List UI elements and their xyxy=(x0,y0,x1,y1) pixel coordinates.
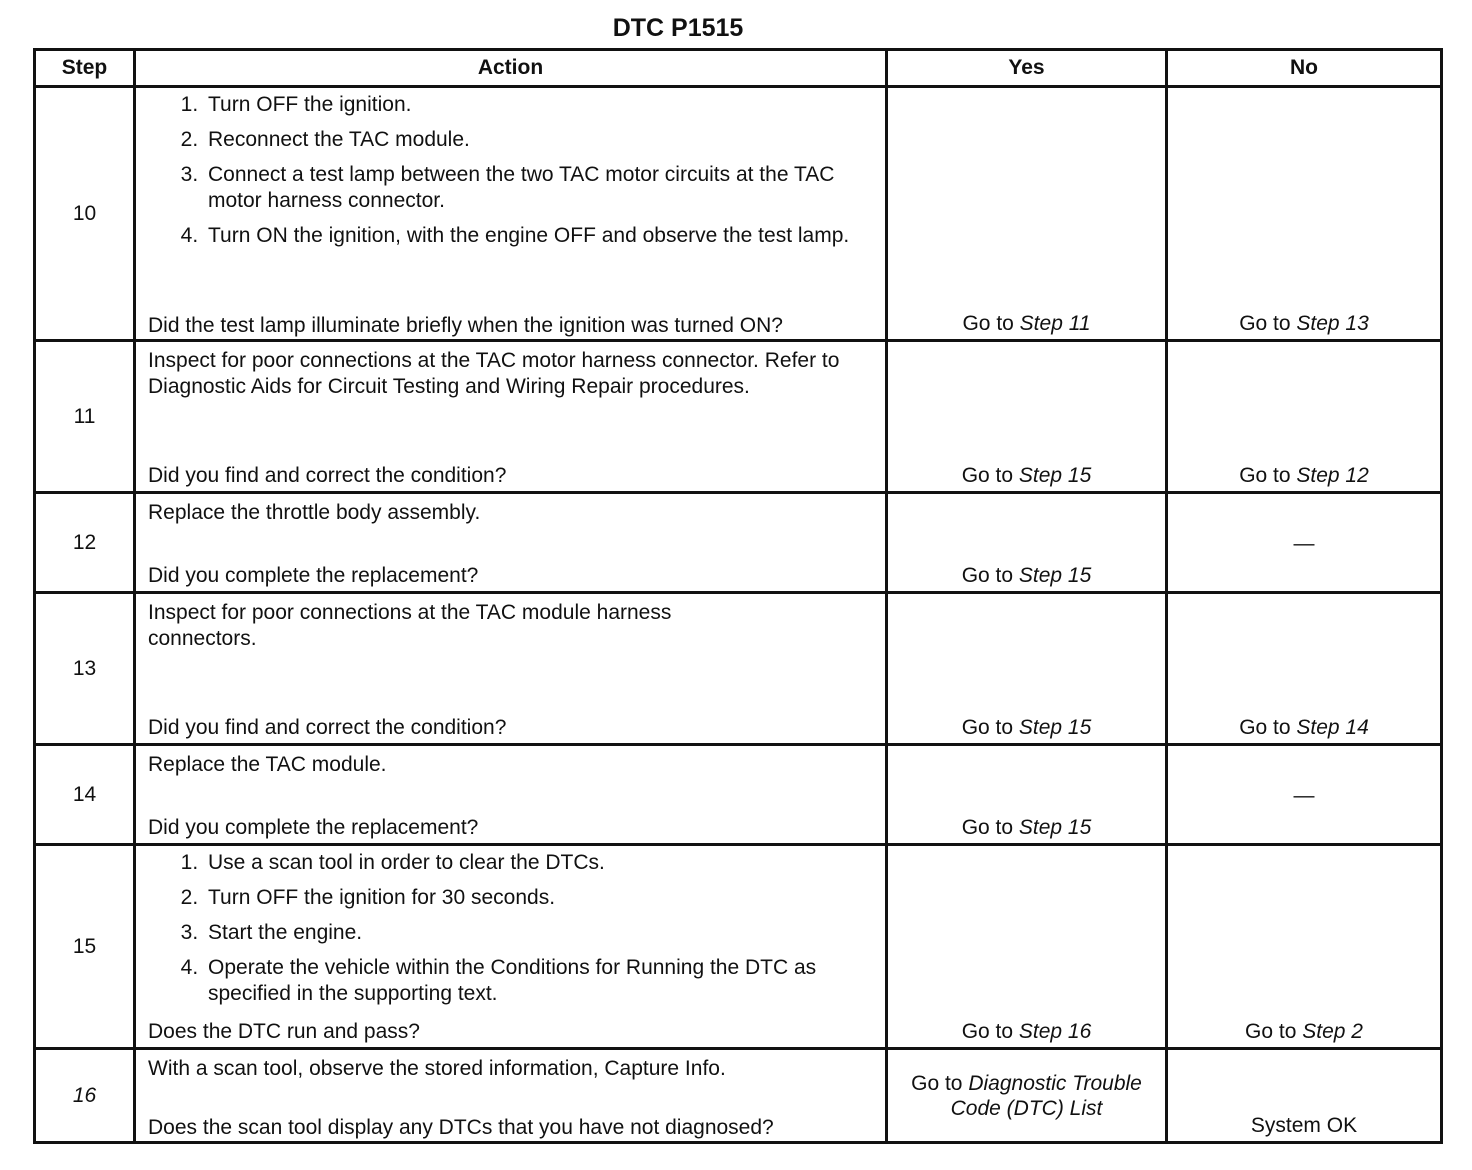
step-number: 16 xyxy=(35,1049,135,1143)
step-number: 10 xyxy=(35,87,135,341)
list-item: 4. Turn ON the ignition, with the engine OFF and observe the test lamp. xyxy=(204,223,875,249)
list-item: 1. Use a scan tool in order to clear the DTCs. xyxy=(204,850,875,876)
action-text: Replace the throttle body assembly. xyxy=(148,501,481,524)
no-cell xyxy=(1167,341,1442,493)
no-cell xyxy=(1167,845,1442,1049)
yes-cell xyxy=(887,845,1167,1049)
yes-cell xyxy=(887,745,1167,845)
yes-step-link: Step 11 xyxy=(1019,312,1091,335)
yes-prefix: Go to xyxy=(911,1071,969,1095)
action-cell xyxy=(135,341,887,493)
step-number: 12 xyxy=(35,493,135,593)
no-step-link: Step 2 xyxy=(1302,1020,1363,1043)
yes-prefix: Go to xyxy=(961,716,1019,739)
table-row xyxy=(35,845,1442,1049)
action-cell xyxy=(135,845,887,1049)
no-dash: — xyxy=(1293,531,1315,555)
no-prefix: Go to xyxy=(1245,1020,1303,1043)
question-text: Did you find and correct the condition? xyxy=(148,464,507,487)
yes-dtc-list-link: Diagnostic Trouble Code (DTC) List xyxy=(950,1071,1142,1120)
no-cell xyxy=(1167,593,1442,745)
header-row xyxy=(35,50,1442,87)
yes-header: Yes xyxy=(887,50,1167,87)
yes-cell xyxy=(887,87,1167,341)
question-text: Did you complete the replacement? xyxy=(148,816,479,839)
yes-step-link: Step 15 xyxy=(1018,816,1092,839)
no-step-link: Step 14 xyxy=(1296,716,1369,739)
no-cell xyxy=(1167,745,1442,845)
yes-step-link: Step 15 xyxy=(1018,564,1092,587)
action-cell xyxy=(135,87,887,341)
no-prefix: Go to xyxy=(1239,716,1297,739)
table-row xyxy=(35,87,1442,341)
question-text: Did you complete the replacement? xyxy=(148,564,479,587)
no-cell xyxy=(1167,87,1442,341)
no-dash: — xyxy=(1293,783,1315,807)
action-text: Replace the TAC module. xyxy=(148,753,387,776)
table-row xyxy=(35,493,1442,593)
dtc-table xyxy=(33,48,1443,1144)
list-item: 3. Start the engine. xyxy=(204,920,875,946)
question-text: Did you find and correct the condition? xyxy=(148,716,507,739)
yes-step-link: Step 15 xyxy=(1018,464,1092,487)
yes-cell xyxy=(887,341,1167,493)
no-cell xyxy=(1167,1049,1442,1143)
action-cell xyxy=(135,493,887,593)
step-number: 15 xyxy=(35,845,135,1049)
action-text: With a scan tool, observe the stored information, Capture Info. xyxy=(148,1057,726,1080)
no-step-link: Step 12 xyxy=(1296,464,1369,487)
step-number: 11 xyxy=(35,341,135,493)
action-cell xyxy=(135,593,887,745)
yes-cell xyxy=(887,593,1167,745)
list-item: 3. Connect a test lamp between the two TAC motor circuits at the TAC motor harness connector. xyxy=(204,162,875,214)
list-item: 4. Operate the vehicle within the Conditions for Running the DTC as specified in the supporting text. xyxy=(204,955,875,1007)
question-text: Does the scan tool display any DTCs that you have not diagnosed? xyxy=(148,1116,774,1139)
table-row xyxy=(35,341,1442,493)
no-result: System OK xyxy=(1250,1114,1358,1137)
yes-cell xyxy=(887,1049,1167,1143)
question-text: Does the DTC run and pass? xyxy=(148,1020,420,1043)
no-header: No xyxy=(1167,50,1442,87)
yes-cell xyxy=(887,493,1167,593)
page-title: DTC P1515 xyxy=(612,14,744,42)
step-number: 14 xyxy=(35,745,135,845)
no-prefix: Go to xyxy=(1239,312,1297,335)
action-header: Action xyxy=(135,50,887,87)
list-item: 2. Reconnect the TAC module. xyxy=(204,127,875,153)
action-text: Inspect for poor connections at the TAC motor harness connector. Refer to Diagnostic Aids for Circuit Testing and Wiring Repair procedures. xyxy=(148,349,840,398)
no-prefix: Go to xyxy=(1239,464,1297,487)
list-item: 2. Turn OFF the ignition for 30 seconds. xyxy=(204,885,875,911)
yes-step-link: Step 16 xyxy=(1018,1020,1092,1043)
question-text: Did the test lamp illuminate briefly when the ignition was turned ON? xyxy=(148,314,783,337)
step-number: 13 xyxy=(35,593,135,745)
action-cell xyxy=(135,745,887,845)
yes-prefix: Go to xyxy=(961,816,1019,839)
yes-prefix: Go to xyxy=(961,564,1019,587)
yes-step-link: Step 15 xyxy=(1018,716,1092,739)
table-row xyxy=(35,1049,1442,1143)
yes-prefix: Go to xyxy=(961,464,1019,487)
step-header: Step xyxy=(35,50,135,87)
action-text: Inspect for poor connections at the TAC module harness connectors. xyxy=(148,601,672,650)
yes-prefix: Go to xyxy=(961,1020,1019,1043)
table-row xyxy=(35,593,1442,745)
action-list xyxy=(148,850,875,1007)
no-cell xyxy=(1167,493,1442,593)
list-item: 1. Turn OFF the ignition. xyxy=(204,92,875,118)
action-cell xyxy=(135,1049,887,1143)
action-list xyxy=(148,92,875,249)
yes-prefix: Go to xyxy=(962,312,1020,335)
table-row xyxy=(35,745,1442,845)
no-step-link: Step 13 xyxy=(1296,312,1369,335)
